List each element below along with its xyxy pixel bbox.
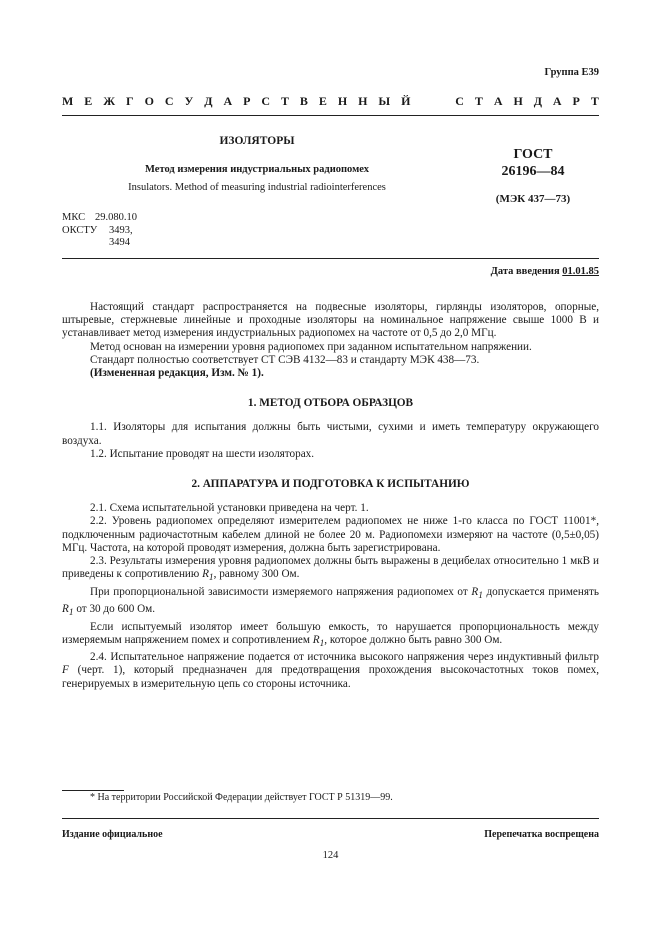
footer-edition: Издание официальное	[62, 829, 163, 840]
footnote-divider	[62, 790, 124, 791]
heading-letter: Е	[318, 94, 327, 108]
heading-letter: Т	[474, 94, 483, 108]
symbol-r-letter: R	[62, 603, 69, 616]
symbol-r	[312, 633, 325, 649]
footer-divider	[62, 818, 599, 819]
mks-label: МКС	[62, 212, 86, 223]
standard-heading	[62, 94, 599, 110]
heading-letter: М	[62, 94, 74, 108]
text-span: При пропорциональной зависимости измеряемого напряжения радиопомех от	[90, 585, 472, 598]
section-2-paragraph-1: 2.1. Схема испытательной установки приведена на черт. 1.	[90, 502, 369, 515]
section-1-paragraph-1: 1.1. Изоляторы для испытания должны быть чистыми, сухими и иметь температуру окружающего воздуха.	[62, 421, 599, 447]
iec-reference: (МЭК 437—73)	[495, 193, 571, 205]
heading-letter: Р	[572, 94, 580, 108]
okstu-value-1: 3493,	[109, 224, 133, 236]
heading-letter	[438, 94, 444, 110]
heading-letter: С	[164, 94, 174, 108]
okstu-row	[62, 225, 137, 238]
symbol-f: F	[62, 664, 69, 677]
classification-codes	[62, 212, 137, 250]
heading-letter	[421, 94, 427, 110]
heading-letter: В	[299, 94, 308, 108]
heading-letter: С	[261, 94, 271, 108]
text-span: 2.4. Испытательное напряжение подается от источника высокого напряжения через индуктивный фильтр	[90, 651, 599, 664]
intro-paragraph-1: Настоящий стандарт распространяется на подвесные изоляторы, гирлянды изоляторов, опорные, штыревые, стержневые линейные и проходные изоляторы на номинальное напряжение свыше 1000 В и устанавливает метод измерения индустриальных радиопомех на частоте от 0,5 до 2,0 МГц.	[62, 301, 599, 340]
intro-amendment: (Измененная редакция, Изм. № 1).	[90, 367, 264, 380]
section-2-paragraph-3	[62, 555, 599, 586]
gost-label: ГОСТ	[513, 147, 553, 162]
footer-reprint: Перепечатка воспрещена	[484, 829, 599, 840]
footnote: * На территории Российской Федерации действует ГОСТ Р 51319—99.	[90, 792, 393, 803]
section-2-heading: 2. АППАРАТУРА И ПОДГОТОВКА К ИСПЫТАНИЮ	[191, 478, 470, 491]
heading-letter: Т	[590, 94, 599, 108]
heading-letter: Н	[358, 94, 368, 108]
heading-letter: Д	[533, 94, 542, 108]
heading-letter: Р	[243, 94, 251, 108]
heading-letter: Т	[280, 94, 289, 108]
section-2-paragraph-6	[62, 651, 599, 691]
heading-letter: Д	[204, 94, 213, 108]
symbol-r	[202, 568, 214, 584]
symbol-r-letter: R	[471, 585, 479, 598]
text-span: (черт. 1), который предназначен для предотвращения прохождения высокочастотных токов помех, генерируемых в измерительную цепь со стороны источника.	[62, 664, 599, 690]
document-title: ИЗОЛЯТОРЫ	[219, 135, 295, 147]
text-span: допускается применять	[482, 585, 599, 598]
symbol-r-subscript: 1	[319, 639, 325, 649]
mks-value: 29.080.10	[95, 212, 137, 223]
heading-letter: У	[184, 94, 194, 108]
page-number: 124	[322, 850, 339, 861]
section-2-paragraph-4	[62, 586, 599, 621]
heading-letter: А	[223, 94, 233, 108]
section-2-paragraph-5	[62, 621, 599, 652]
intro-paragraph-3: Стандарт полностью соответствует СТ СЭВ 4132—83 и стандарту МЭК 438—73.	[90, 353, 480, 366]
heading-letter: Н	[513, 94, 523, 108]
text-span: , равному 300 Ом.	[213, 568, 300, 581]
heading-letter: Г	[126, 94, 134, 108]
symbol-r-subscript: 1	[208, 573, 214, 584]
date-value: 01.01.85	[562, 266, 599, 277]
document-subtitle: Метод измерения индустриальных радиопомех	[145, 164, 369, 175]
mks-row	[62, 212, 137, 225]
symbol-r	[471, 585, 483, 601]
okstu-label: ОКСТУ	[62, 224, 98, 236]
text-span: Если испытуемый изолятор имеет большую емкость, то нарушается пропорциональность между измеряемым напряжением помех и сопротивлением	[62, 620, 599, 646]
section-1-heading: 1. МЕТОД ОТБОРА ОБРАЗЦОВ	[247, 397, 414, 410]
section-1-paragraph-2: 1.2. Испытание проводят на шести изоляторах.	[90, 447, 315, 460]
header-divider-top	[62, 115, 599, 116]
symbol-r-letter: R	[312, 633, 320, 646]
document-title-english: Insulators. Method of measuring industrial radiointerferences	[128, 182, 386, 193]
gost-number: 26196—84	[501, 164, 565, 179]
intro-paragraph-2: Метод основан на измерении уровня радиопомех при заданном испытательном напряжении.	[90, 340, 532, 353]
text-span: от 30 до 600 Ом.	[73, 603, 156, 616]
heading-letter: А	[493, 94, 503, 108]
heading-letter: Е	[84, 94, 93, 108]
heading-letter: Н	[337, 94, 348, 108]
okstu-value-2: 3494	[109, 237, 130, 248]
symbol-r	[62, 603, 74, 619]
symbol-r-letter: R	[202, 568, 209, 581]
text-span: 2.3. Результаты измерения уровня радиопомех должны быть выражены в децибелах относительно 1 мкВ и приведены к сопротивлению	[62, 555, 599, 581]
heading-letter: О	[144, 94, 154, 108]
gost-designation	[478, 146, 588, 180]
group-code: Группа Е39	[544, 67, 599, 78]
heading-letter: Й	[401, 94, 411, 108]
document-body	[62, 301, 599, 691]
heading-letter: Ж	[103, 94, 116, 108]
section-2-paragraph-2: 2.2. Уровень радиопомех определяют измерителем радиопомех не ниже 1-го класса по ГОСТ 11001*, подключенным радиочастотным кабелем длиной не более 20 м. Радиопомехи измеряют на частоте (0,5±0,05) МГц. Частота, на которой проводят измерения, должна быть зарегистрирована.	[62, 515, 599, 554]
date-label: Дата введения	[490, 266, 560, 277]
effective-date	[491, 266, 599, 277]
heading-letter: А	[552, 94, 562, 108]
heading-letter: Ы	[378, 94, 391, 108]
symbol-r-subscript: 1	[478, 590, 483, 601]
heading-letter: С	[455, 94, 464, 108]
text-span: , которое должно быть равно 300 Ом.	[324, 633, 503, 646]
symbol-r-subscript: 1	[68, 608, 74, 619]
header-divider-bottom	[62, 258, 599, 259]
